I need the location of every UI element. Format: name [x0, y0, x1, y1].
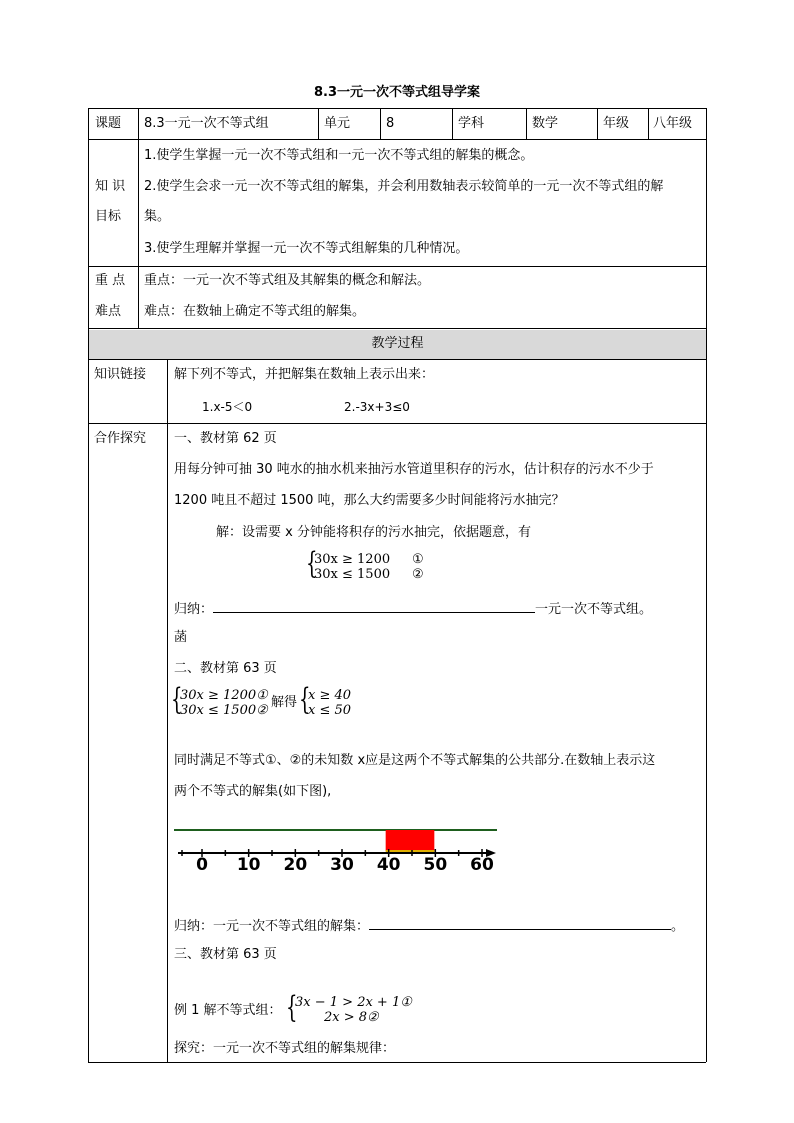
explain-line-1: 同时满足不等式①、②的未知数 x应是这两个不等式解集的公共部分.在数轴上表示这 [174, 753, 656, 768]
example-line-2: 2x > 8② [324, 1010, 379, 1025]
unit-label: 单元 [324, 116, 351, 131]
system-1-mark-2: ② [412, 567, 424, 582]
summary-2-suffix: 。 [671, 919, 685, 934]
grade-value: 八年级 [653, 116, 693, 131]
row-divider [88, 328, 706, 329]
subject-value: 数学 [532, 116, 559, 131]
objectives-label-2: 目标 [95, 209, 122, 224]
system-2-line-1: 30x ≥ 1200① [180, 688, 268, 703]
summary-1 [174, 598, 652, 619]
solution-interval-highlight [386, 830, 435, 851]
knowledge-link-instruction: 解下列不等式，并把解集在数轴上表示出来： [174, 367, 435, 382]
summary-1-prefix: 归纳： [174, 602, 214, 617]
difficulty-point: 难点：在数轴上确定不等式组的解集。 [144, 304, 366, 319]
col-divider [380, 108, 381, 139]
summary-2-prefix: 归纳：一元一次不等式组的解集： [174, 919, 370, 934]
summary-1-suffix: 一元一次不等式组。 [535, 602, 653, 617]
row-divider [88, 359, 706, 360]
problem-line-1: 用每分钟可抽 30 吨水的抽水机来抽污水管道里积存的污水，估计积存的污水不少于 [174, 462, 654, 477]
summary-2-blank[interactable] [369, 915, 671, 930]
system-2-brace: { [171, 682, 183, 717]
page-title: 8.3一元一次不等式组导学案 [313, 85, 481, 100]
tick-label: 10 [236, 855, 261, 875]
explore-text: 探究：一元一次不等式组的解集规律： [174, 1041, 396, 1056]
topic-label: 课题 [95, 116, 122, 131]
subject-label: 学科 [458, 116, 485, 131]
tick-label: 50 [423, 855, 448, 875]
objective-3: 3.使学生理解并掌握一元一次不等式组解集的几种情况。 [144, 241, 469, 256]
system-2-line-2: 30x ≤ 1500② [180, 703, 268, 718]
row-divider [88, 423, 706, 424]
col-divider [452, 108, 453, 139]
objectives-label-1: 知 识 [95, 179, 126, 194]
solution-intro: 解：设需要 x 分钟能将积存的污水抽完，依据题意，有 [216, 525, 531, 540]
col-divider [138, 108, 139, 328]
explain-line-2: 两个不等式的解集(如下图), [174, 784, 332, 799]
summary-1-blank[interactable] [213, 598, 535, 613]
knowledge-link-ex2: 2.-3x+3≤0 [344, 400, 410, 414]
solution-line-2: x ≤ 50 [308, 703, 352, 718]
col-divider [648, 108, 649, 139]
section-1-title: 一、教材第 62 页 [174, 431, 277, 446]
objective-1: 1.使学生掌握一元一次不等式组和一元一次不等式组的解集的概念。 [144, 148, 534, 163]
tick-label: 30 [330, 855, 354, 875]
example-brace: { [286, 990, 298, 1025]
topic-value: 8.3一元一次不等式组 [144, 116, 269, 131]
system-1-brace: { [306, 546, 318, 581]
col-divider [597, 108, 598, 139]
grade-label: 年级 [603, 116, 630, 131]
section-2-title: 二、教材第 63 页 [174, 661, 277, 676]
number-line-chart [172, 820, 502, 880]
row-divider [88, 139, 706, 140]
tick-label: 40 [376, 855, 401, 875]
section-3-title: 三、教材第 63 页 [174, 947, 277, 962]
cooperate-label: 合作探究 [94, 431, 147, 446]
example-line-1: 3x − 1 > 2x + 1① [295, 995, 412, 1010]
knowledge-link-label: 知识链接 [94, 367, 147, 382]
system-1-line-2: 30x ≤ 1500 [314, 567, 391, 582]
summary-2 [174, 915, 684, 936]
table-border-left [88, 108, 89, 1062]
knowledge-link-ex1: 1.x-5＜0 [202, 400, 253, 414]
solution-brace: { [299, 682, 311, 717]
tick-label: 20 [283, 855, 308, 875]
table-border-bottom [88, 1062, 706, 1063]
table-border-top [88, 108, 706, 109]
stray-character: 菡 [174, 630, 188, 645]
objective-2-line1: 2.使学生会求一元一次不等式组的解集，并会利用数轴表示较简单的一元一次不等式组的解 [144, 179, 664, 194]
table-border-right [706, 108, 707, 1062]
key-point: 重点：一元一次不等式组及其解集的概念和解法。 [144, 273, 431, 288]
tick-label: 60 [470, 855, 494, 875]
objective-2-line2: 集。 [144, 209, 171, 224]
system-1-mark-1: ① [412, 552, 424, 567]
problem-line-2: 1200 吨且不超过 1500 吨，那么大约需要多少时间能将污水抽完？ [174, 493, 565, 508]
solve-word: 解得 [271, 695, 298, 710]
tick-label: 0 [196, 855, 208, 875]
col-divider [526, 108, 527, 139]
keypoints-label-2: 难点 [95, 304, 122, 319]
solution-line-1: x ≥ 40 [308, 688, 352, 703]
col-divider [318, 108, 319, 139]
example-label: 例 1 解不等式组： [174, 1003, 282, 1018]
keypoints-label-1: 重 点 [95, 273, 126, 288]
unit-value: 8 [386, 116, 395, 131]
system-1-line-1: 30x ≥ 1200 [314, 552, 391, 567]
col-divider [167, 359, 168, 1062]
row-divider [88, 266, 706, 267]
process-header: 教学过程 [371, 336, 424, 351]
